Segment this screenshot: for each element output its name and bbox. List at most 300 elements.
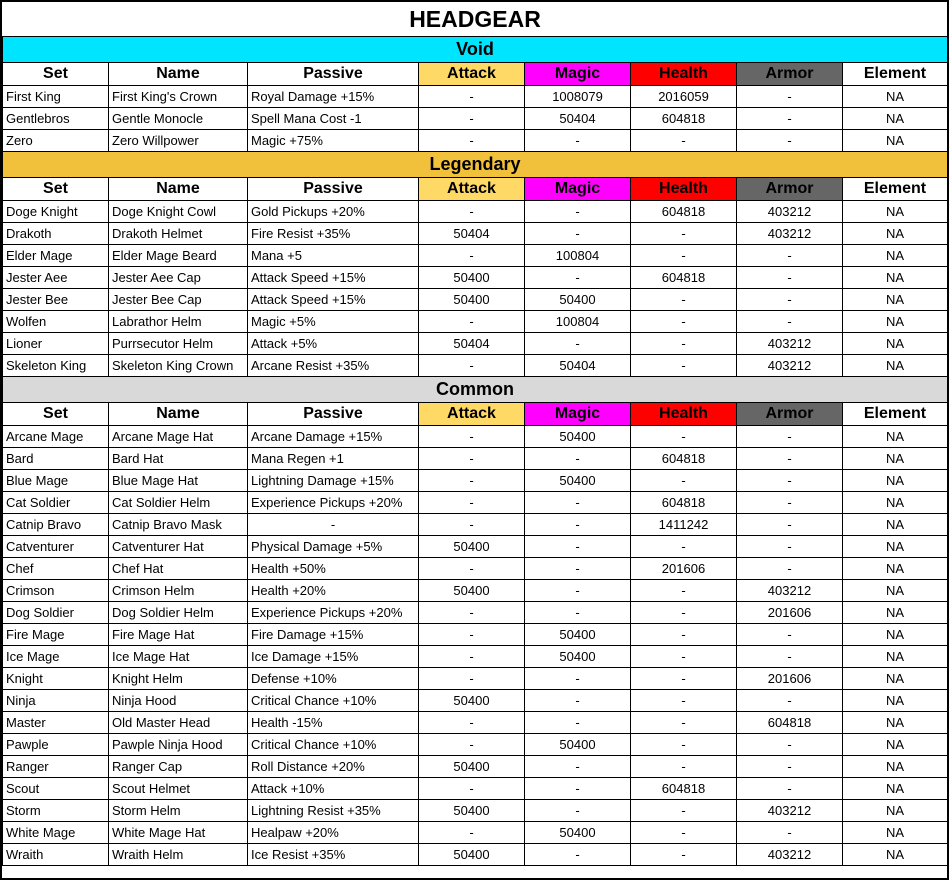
cell-element: NA [843,355,948,377]
cell-name: Scout Helmet [109,778,248,800]
cell-passive: Lightning Damage +15% [248,470,419,492]
cell-set: Blue Mage [3,470,109,492]
cell-element: NA [843,201,948,223]
cell-passive: Health +20% [248,580,419,602]
table-row [3,492,948,514]
column-header-armor: Armor [737,178,843,201]
cell-armor: - [737,734,843,756]
cell-armor: - [737,311,843,333]
cell-set: Crimson [3,580,109,602]
cell-element: NA [843,602,948,624]
cell-set: Jester Bee [3,289,109,311]
section-header-void [3,37,948,63]
cell-attack: 50400 [419,267,525,289]
cell-armor: - [737,289,843,311]
cell-attack: - [419,712,525,734]
cell-element: NA [843,536,948,558]
cell-armor: - [737,130,843,152]
cell-armor: - [737,267,843,289]
cell-name: Labrathor Helm [109,311,248,333]
cell-name: Dog Soldier Helm [109,602,248,624]
column-header-attack: Attack [419,403,525,426]
cell-health: - [631,712,737,734]
column-header-row [3,63,948,86]
table-row [3,289,948,311]
cell-magic: - [525,492,631,514]
cell-health: 201606 [631,558,737,580]
column-header-magic: Magic [525,178,631,201]
cell-passive: Lightning Resist +35% [248,800,419,822]
column-header-health: Health [631,178,737,201]
cell-passive: Fire Damage +15% [248,624,419,646]
cell-set: Zero [3,130,109,152]
cell-armor: - [737,514,843,536]
cell-health: - [631,333,737,355]
cell-magic: 50400 [525,289,631,311]
column-header-element: Element [843,403,948,426]
cell-element: NA [843,558,948,580]
cell-attack: - [419,130,525,152]
cell-set: White Mage [3,822,109,844]
cell-attack: - [419,245,525,267]
table-row [3,355,948,377]
table-row [3,712,948,734]
cell-passive: Experience Pickups +20% [248,602,419,624]
cell-attack: - [419,558,525,580]
column-header-row [3,403,948,426]
cell-attack: 50404 [419,333,525,355]
column-header-set: Set [3,403,109,426]
cell-attack: 50400 [419,844,525,866]
cell-name: Ninja Hood [109,690,248,712]
table-row [3,333,948,355]
table-row [3,624,948,646]
cell-set: Knight [3,668,109,690]
cell-passive: Attack Speed +15% [248,289,419,311]
cell-passive: Mana Regen +1 [248,448,419,470]
cell-armor: - [737,778,843,800]
cell-attack: - [419,492,525,514]
cell-set: Elder Mage [3,245,109,267]
cell-passive: Spell Mana Cost -1 [248,108,419,130]
cell-passive: Critical Chance +10% [248,734,419,756]
cell-passive: Critical Chance +10% [248,690,419,712]
cell-passive: Mana +5 [248,245,419,267]
cell-name: Gentle Monocle [109,108,248,130]
cell-health: - [631,426,737,448]
cell-name: Old Master Head [109,712,248,734]
cell-passive: Health +50% [248,558,419,580]
cell-health: - [631,668,737,690]
cell-health: - [631,130,737,152]
cell-element: NA [843,333,948,355]
cell-element: NA [843,86,948,108]
cell-passive: Roll Distance +20% [248,756,419,778]
cell-magic: - [525,267,631,289]
cell-element: NA [843,690,948,712]
cell-element: NA [843,267,948,289]
cell-health: 604818 [631,201,737,223]
table-row [3,201,948,223]
cell-name: Catnip Bravo Mask [109,514,248,536]
table-row [3,448,948,470]
table-row [3,108,948,130]
cell-attack: 50404 [419,223,525,245]
cell-set: First King [3,86,109,108]
column-header-name: Name [109,178,248,201]
cell-set: Lioner [3,333,109,355]
cell-magic: 1008079 [525,86,631,108]
cell-magic: 50400 [525,426,631,448]
cell-set: Ranger [3,756,109,778]
column-header-health: Health [631,63,737,86]
title-row [3,2,948,37]
cell-magic: - [525,602,631,624]
section-title: Legendary [3,152,948,178]
cell-armor: - [737,470,843,492]
cell-magic: 100804 [525,311,631,333]
cell-name: Elder Mage Beard [109,245,248,267]
cell-health: - [631,800,737,822]
table-row [3,223,948,245]
cell-health: 2016059 [631,86,737,108]
cell-attack: - [419,108,525,130]
table-row [3,646,948,668]
cell-set: Dog Soldier [3,602,109,624]
cell-name: Bard Hat [109,448,248,470]
table-row [3,602,948,624]
cell-passive: Ice Damage +15% [248,646,419,668]
cell-armor: 403212 [737,844,843,866]
cell-armor: 604818 [737,712,843,734]
cell-set: Catventurer [3,536,109,558]
cell-set: Arcane Mage [3,426,109,448]
cell-passive: Magic +5% [248,311,419,333]
cell-element: NA [843,778,948,800]
cell-element: NA [843,470,948,492]
cell-name: Ice Mage Hat [109,646,248,668]
cell-name: Pawple Ninja Hood [109,734,248,756]
cell-magic: - [525,558,631,580]
column-header-armor: Armor [737,63,843,86]
section-header-legendary [3,152,948,178]
cell-passive: Attack +10% [248,778,419,800]
column-header-element: Element [843,63,948,86]
column-header-row [3,178,948,201]
cell-armor: 403212 [737,223,843,245]
cell-passive: Arcane Damage +15% [248,426,419,448]
cell-armor: - [737,86,843,108]
cell-armor: - [737,108,843,130]
cell-element: NA [843,624,948,646]
cell-passive: Royal Damage +15% [248,86,419,108]
table-row [3,778,948,800]
cell-name: Arcane Mage Hat [109,426,248,448]
cell-set: Jester Aee [3,267,109,289]
section-header-common [3,377,948,403]
cell-name: Blue Mage Hat [109,470,248,492]
cell-attack: - [419,448,525,470]
column-header-passive: Passive [248,178,419,201]
cell-armor: - [737,822,843,844]
table-row [3,470,948,492]
cell-attack: - [419,822,525,844]
cell-set: Gentlebros [3,108,109,130]
cell-armor: 403212 [737,333,843,355]
cell-name: Cat Soldier Helm [109,492,248,514]
cell-attack: - [419,602,525,624]
cell-element: NA [843,800,948,822]
cell-magic: 50400 [525,734,631,756]
table-row [3,822,948,844]
cell-name: Chef Hat [109,558,248,580]
table-row [3,690,948,712]
cell-magic: - [525,690,631,712]
column-header-attack: Attack [419,178,525,201]
cell-element: NA [843,514,948,536]
cell-health: - [631,844,737,866]
cell-element: NA [843,448,948,470]
cell-name: Crimson Helm [109,580,248,602]
cell-magic: 50400 [525,624,631,646]
cell-health: - [631,734,737,756]
cell-set: Scout [3,778,109,800]
cell-name: White Mage Hat [109,822,248,844]
cell-set: Wolfen [3,311,109,333]
table-row [3,734,948,756]
cell-set: Chef [3,558,109,580]
column-header-magic: Magic [525,403,631,426]
cell-name: Skeleton King Crown [109,355,248,377]
cell-name: First King's Crown [109,86,248,108]
cell-element: NA [843,822,948,844]
cell-element: NA [843,646,948,668]
cell-set: Cat Soldier [3,492,109,514]
cell-passive: Fire Resist +35% [248,223,419,245]
cell-attack: - [419,514,525,536]
cell-health: 604818 [631,267,737,289]
cell-health: - [631,223,737,245]
cell-attack: - [419,311,525,333]
cell-armor: 403212 [737,800,843,822]
cell-armor: - [737,448,843,470]
cell-set: Skeleton King [3,355,109,377]
cell-set: Catnip Bravo [3,514,109,536]
cell-name: Doge Knight Cowl [109,201,248,223]
cell-passive: Defense +10% [248,668,419,690]
column-header-magic: Magic [525,63,631,86]
cell-name: Jester Bee Cap [109,289,248,311]
cell-set: Wraith [3,844,109,866]
section-title: Void [3,37,948,63]
cell-magic: 50404 [525,355,631,377]
cell-armor: 403212 [737,355,843,377]
cell-element: NA [843,668,948,690]
cell-name: Jester Aee Cap [109,267,248,289]
cell-attack: - [419,668,525,690]
cell-magic: 100804 [525,245,631,267]
cell-attack: - [419,624,525,646]
cell-passive: Gold Pickups +20% [248,201,419,223]
cell-attack: 50400 [419,800,525,822]
cell-set: Ninja [3,690,109,712]
table-row [3,514,948,536]
cell-armor: 403212 [737,201,843,223]
column-header-set: Set [3,63,109,86]
table-row [3,800,948,822]
table-row [3,86,948,108]
cell-magic: - [525,333,631,355]
cell-passive: Health -15% [248,712,419,734]
column-header-passive: Passive [248,403,419,426]
cell-name: Drakoth Helmet [109,223,248,245]
cell-element: NA [843,130,948,152]
cell-attack: 50400 [419,756,525,778]
column-header-name: Name [109,403,248,426]
cell-passive: Experience Pickups +20% [248,492,419,514]
cell-set: Doge Knight [3,201,109,223]
cell-attack: - [419,86,525,108]
cell-armor: - [737,426,843,448]
cell-armor: 201606 [737,668,843,690]
column-header-set: Set [3,178,109,201]
column-header-name: Name [109,63,248,86]
cell-health: - [631,470,737,492]
cell-armor: - [737,756,843,778]
cell-magic: - [525,514,631,536]
cell-health: - [631,756,737,778]
cell-element: NA [843,734,948,756]
cell-attack: 50400 [419,580,525,602]
cell-magic: - [525,800,631,822]
cell-health: 1411242 [631,514,737,536]
table-row [3,267,948,289]
cell-attack: - [419,201,525,223]
cell-attack: - [419,470,525,492]
cell-magic: 50400 [525,470,631,492]
cell-name: Zero Willpower [109,130,248,152]
table-row [3,558,948,580]
cell-set: Master [3,712,109,734]
cell-element: NA [843,492,948,514]
cell-element: NA [843,580,948,602]
table-row [3,580,948,602]
cell-passive: Magic +75% [248,130,419,152]
cell-armor: 201606 [737,602,843,624]
cell-magic: - [525,844,631,866]
cell-name: Knight Helm [109,668,248,690]
cell-attack: 50400 [419,289,525,311]
cell-name: Storm Helm [109,800,248,822]
cell-health: - [631,355,737,377]
cell-element: NA [843,289,948,311]
headgear-table [2,2,948,866]
cell-element: NA [843,245,948,267]
cell-element: NA [843,844,948,866]
cell-passive: Attack +5% [248,333,419,355]
table-row [3,130,948,152]
column-header-armor: Armor [737,403,843,426]
cell-magic: - [525,712,631,734]
cell-set: Storm [3,800,109,822]
cell-magic: - [525,580,631,602]
cell-magic: - [525,756,631,778]
cell-set: Pawple [3,734,109,756]
cell-magic: - [525,201,631,223]
cell-attack: - [419,426,525,448]
cell-health: - [631,690,737,712]
table-row [3,756,948,778]
cell-name: Catventurer Hat [109,536,248,558]
cell-health: - [631,580,737,602]
cell-passive: Arcane Resist +35% [248,355,419,377]
column-header-element: Element [843,178,948,201]
section-title: Common [3,377,948,403]
cell-armor: - [737,624,843,646]
cell-health: - [631,822,737,844]
cell-passive: Healpaw +20% [248,822,419,844]
cell-armor: 403212 [737,580,843,602]
cell-element: NA [843,712,948,734]
cell-health: - [631,289,737,311]
cell-armor: - [737,558,843,580]
cell-element: NA [843,426,948,448]
cell-set: Drakoth [3,223,109,245]
cell-attack: 50400 [419,536,525,558]
cell-magic: - [525,536,631,558]
cell-health: - [631,646,737,668]
cell-attack: - [419,778,525,800]
cell-health: 604818 [631,448,737,470]
cell-element: NA [843,756,948,778]
column-header-health: Health [631,403,737,426]
cell-magic: 50400 [525,822,631,844]
cell-element: NA [843,311,948,333]
cell-magic: - [525,223,631,245]
cell-armor: - [737,646,843,668]
cell-magic: - [525,668,631,690]
cell-name: Fire Mage Hat [109,624,248,646]
cell-health: - [631,536,737,558]
cell-health: - [631,245,737,267]
cell-health: 604818 [631,108,737,130]
cell-name: Ranger Cap [109,756,248,778]
table-row [3,311,948,333]
column-header-attack: Attack [419,63,525,86]
cell-armor: - [737,690,843,712]
cell-passive: Attack Speed +15% [248,267,419,289]
cell-passive: - [248,514,419,536]
page-title: HEADGEAR [3,2,948,37]
cell-attack: 50400 [419,690,525,712]
cell-health: 604818 [631,492,737,514]
table-row [3,668,948,690]
cell-health: - [631,602,737,624]
cell-set: Bard [3,448,109,470]
cell-health: 604818 [631,778,737,800]
cell-name: Purrsecutor Helm [109,333,248,355]
table-row [3,426,948,448]
cell-passive: Physical Damage +5% [248,536,419,558]
cell-attack: - [419,355,525,377]
cell-armor: - [737,245,843,267]
cell-set: Fire Mage [3,624,109,646]
cell-health: - [631,624,737,646]
table-row [3,245,948,267]
cell-health: - [631,311,737,333]
cell-attack: - [419,734,525,756]
cell-magic: 50400 [525,646,631,668]
